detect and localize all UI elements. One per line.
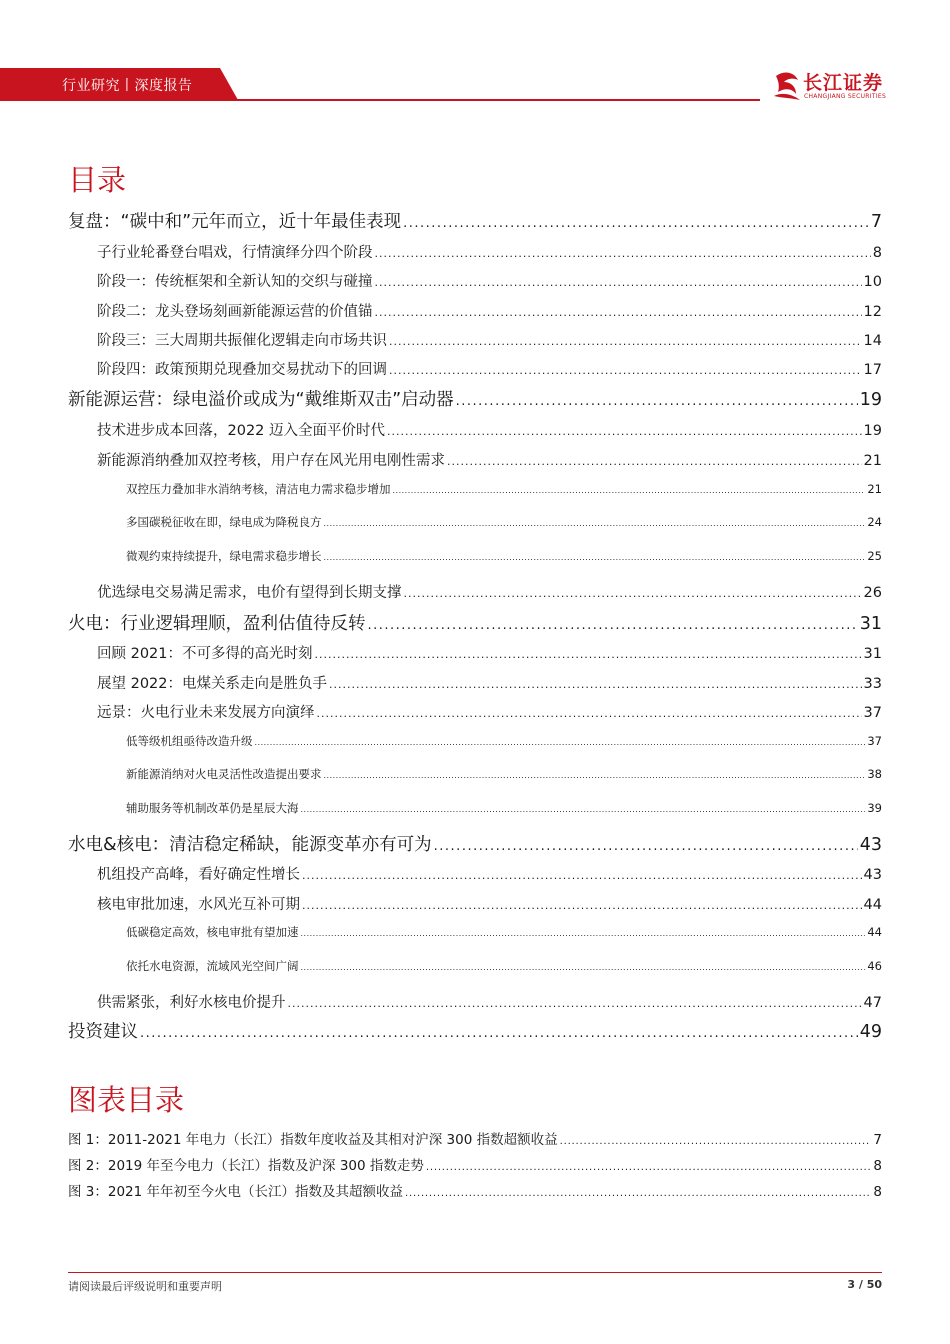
- leader-dots: [315, 648, 862, 661]
- leader-dots: [389, 335, 862, 348]
- leader-dots: [403, 216, 869, 231]
- toc-entry[interactable]: 阶段四：政策预期兑现叠加交易扰动下的回调 ..... 17: [97, 358, 882, 379]
- leader-dots: [301, 963, 866, 972]
- toc-entry[interactable]: 复盘：“碳中和”元年而立，近十年最佳表现 ..... 7: [68, 208, 882, 233]
- leader-dots: [324, 771, 866, 780]
- report-category: 行业研究丨深度报告: [62, 78, 193, 94]
- figures-title: 图表目录: [68, 1083, 185, 1117]
- toc-entry[interactable]: 技术进步成本回落，2022 迈入全面平价时代 ..... 19: [97, 419, 882, 440]
- leader-dots: [405, 1188, 871, 1199]
- toc-entry[interactable]: 多国碳税征收在即，绿电成为降税良方 ..... 24: [126, 514, 882, 530]
- leader-dots: [426, 1162, 872, 1173]
- leader-dots: [368, 618, 858, 633]
- toc-entry[interactable]: 投资建议 ..... 49: [68, 1018, 882, 1043]
- toc-entry[interactable]: 依托水电资源，流域风光空间广阔 ..... 46: [126, 958, 882, 974]
- toc-entry[interactable]: 阶段二：龙头登场刻画新能源运营的价值锚 ..... 12: [97, 300, 882, 321]
- toc-entry[interactable]: 回顾 2021：不可多得的高光时刻 ..... 31: [97, 642, 882, 663]
- toc-entry[interactable]: 水电&核电：清洁稳定稀缺，能源变革亦有可为 ..... 43: [68, 831, 882, 856]
- toc-entry[interactable]: 辅助服务等机制改革仍是星辰大海 ..... 39: [126, 800, 882, 816]
- leader-dots: [140, 1026, 858, 1041]
- footer-disclaimer: 请阅读最后评级说明和重要声明: [68, 1280, 222, 1293]
- header-rule: [0, 99, 760, 101]
- toc-entry[interactable]: 核电审批加速，水风光互补可期 ..... 44: [97, 893, 882, 914]
- leader-dots: [375, 276, 862, 289]
- toc-entry[interactable]: 阶段三：三大周期共振催化逻辑走向市场共识 ..... 14: [97, 329, 882, 350]
- toc-entry[interactable]: 远景：火电行业未来发展方向演绎 ..... 37: [97, 701, 882, 722]
- leader-dots: [375, 306, 862, 319]
- toc-title: 目录: [68, 163, 127, 197]
- leader-dots: [434, 839, 858, 854]
- figure-entry[interactable]: 图 1：2011-2021 年电力（长江）指数年度收益及其相对沪深 300 指数超额收益 ..... 7: [68, 1128, 882, 1148]
- leader-dots: [302, 899, 862, 912]
- leader-dots: [389, 364, 862, 377]
- toc-entry[interactable]: 新能源运营：绿电溢价或成为“戴维斯双击”启动器 ..... 19: [68, 386, 882, 411]
- toc-entry[interactable]: 新能源消纳叠加双控考核，用户存在风光用电刚性需求 ..... 21: [97, 449, 882, 470]
- leader-dots: [375, 247, 871, 260]
- figure-entry[interactable]: 图 3：2021 年年初至今火电（长江）指数及其超额收益 ..... 8: [68, 1180, 882, 1200]
- leader-dots: [447, 455, 862, 468]
- leader-dots: [301, 805, 866, 814]
- footer-rule: [68, 1272, 882, 1273]
- toc-entry[interactable]: 微观约束持续提升，绿电需求稳步增长 ..... 25: [126, 548, 882, 564]
- leader-dots: [560, 1136, 872, 1147]
- toc-entry[interactable]: 子行业轮番登台唱戏，行情演绎分四个阶段 ..... 8: [97, 241, 882, 262]
- toc-entry[interactable]: 优选绿电交易满足需求，电价有望得到长期支撑 ..... 26: [97, 581, 882, 602]
- page-number: 3 / 50: [847, 1278, 882, 1291]
- toc-entry[interactable]: 阶段一：传统框架和全新认知的交织与碰撞 ..... 10: [97, 270, 882, 291]
- leader-dots: [393, 486, 866, 495]
- leader-dots: [324, 553, 866, 562]
- leader-dots: [404, 587, 862, 600]
- leader-dots: [302, 869, 862, 882]
- toc-entry[interactable]: 双控压力叠加非水消纳考核，清洁电力需求稳步增加 ..... 21: [126, 481, 882, 497]
- figure-entry[interactable]: 图 2：2019 年至今电力（长江）指数及沪深 300 指数走势 ..... 8: [68, 1154, 882, 1174]
- leader-dots: [324, 519, 866, 528]
- toc-entry[interactable]: 低等级机组亟待改造升级 ..... 37: [126, 733, 882, 749]
- toc-entry[interactable]: 展望 2022：电煤关系走向是胜负手 ..... 33: [97, 672, 882, 693]
- leader-dots: [387, 425, 862, 438]
- toc-entry[interactable]: 供需紧张，利好水核电价提升 ..... 47: [97, 991, 882, 1012]
- leader-dots: [301, 929, 866, 938]
- leader-dots: [317, 707, 862, 720]
- leader-dots: [255, 738, 866, 747]
- leader-dots: [456, 394, 858, 409]
- logo-text-cn: 长江证券: [803, 72, 884, 94]
- toc-entry[interactable]: 机组投产高峰，看好确定性增长 ..... 43: [97, 863, 882, 884]
- toc-entry[interactable]: 低碳稳定高效，核电审批有望加速 ..... 44: [126, 924, 882, 940]
- leader-dots: [288, 997, 862, 1010]
- toc-entry[interactable]: 火电：行业逻辑理顺，盈利估值待反转 ..... 31: [68, 610, 882, 635]
- logo-text-en: CHANGJIANG SECURITIES: [804, 93, 887, 100]
- toc-entry[interactable]: 新能源消纳对火电灵活性改造提出要求 ..... 38: [126, 766, 882, 782]
- leader-dots: [329, 678, 862, 691]
